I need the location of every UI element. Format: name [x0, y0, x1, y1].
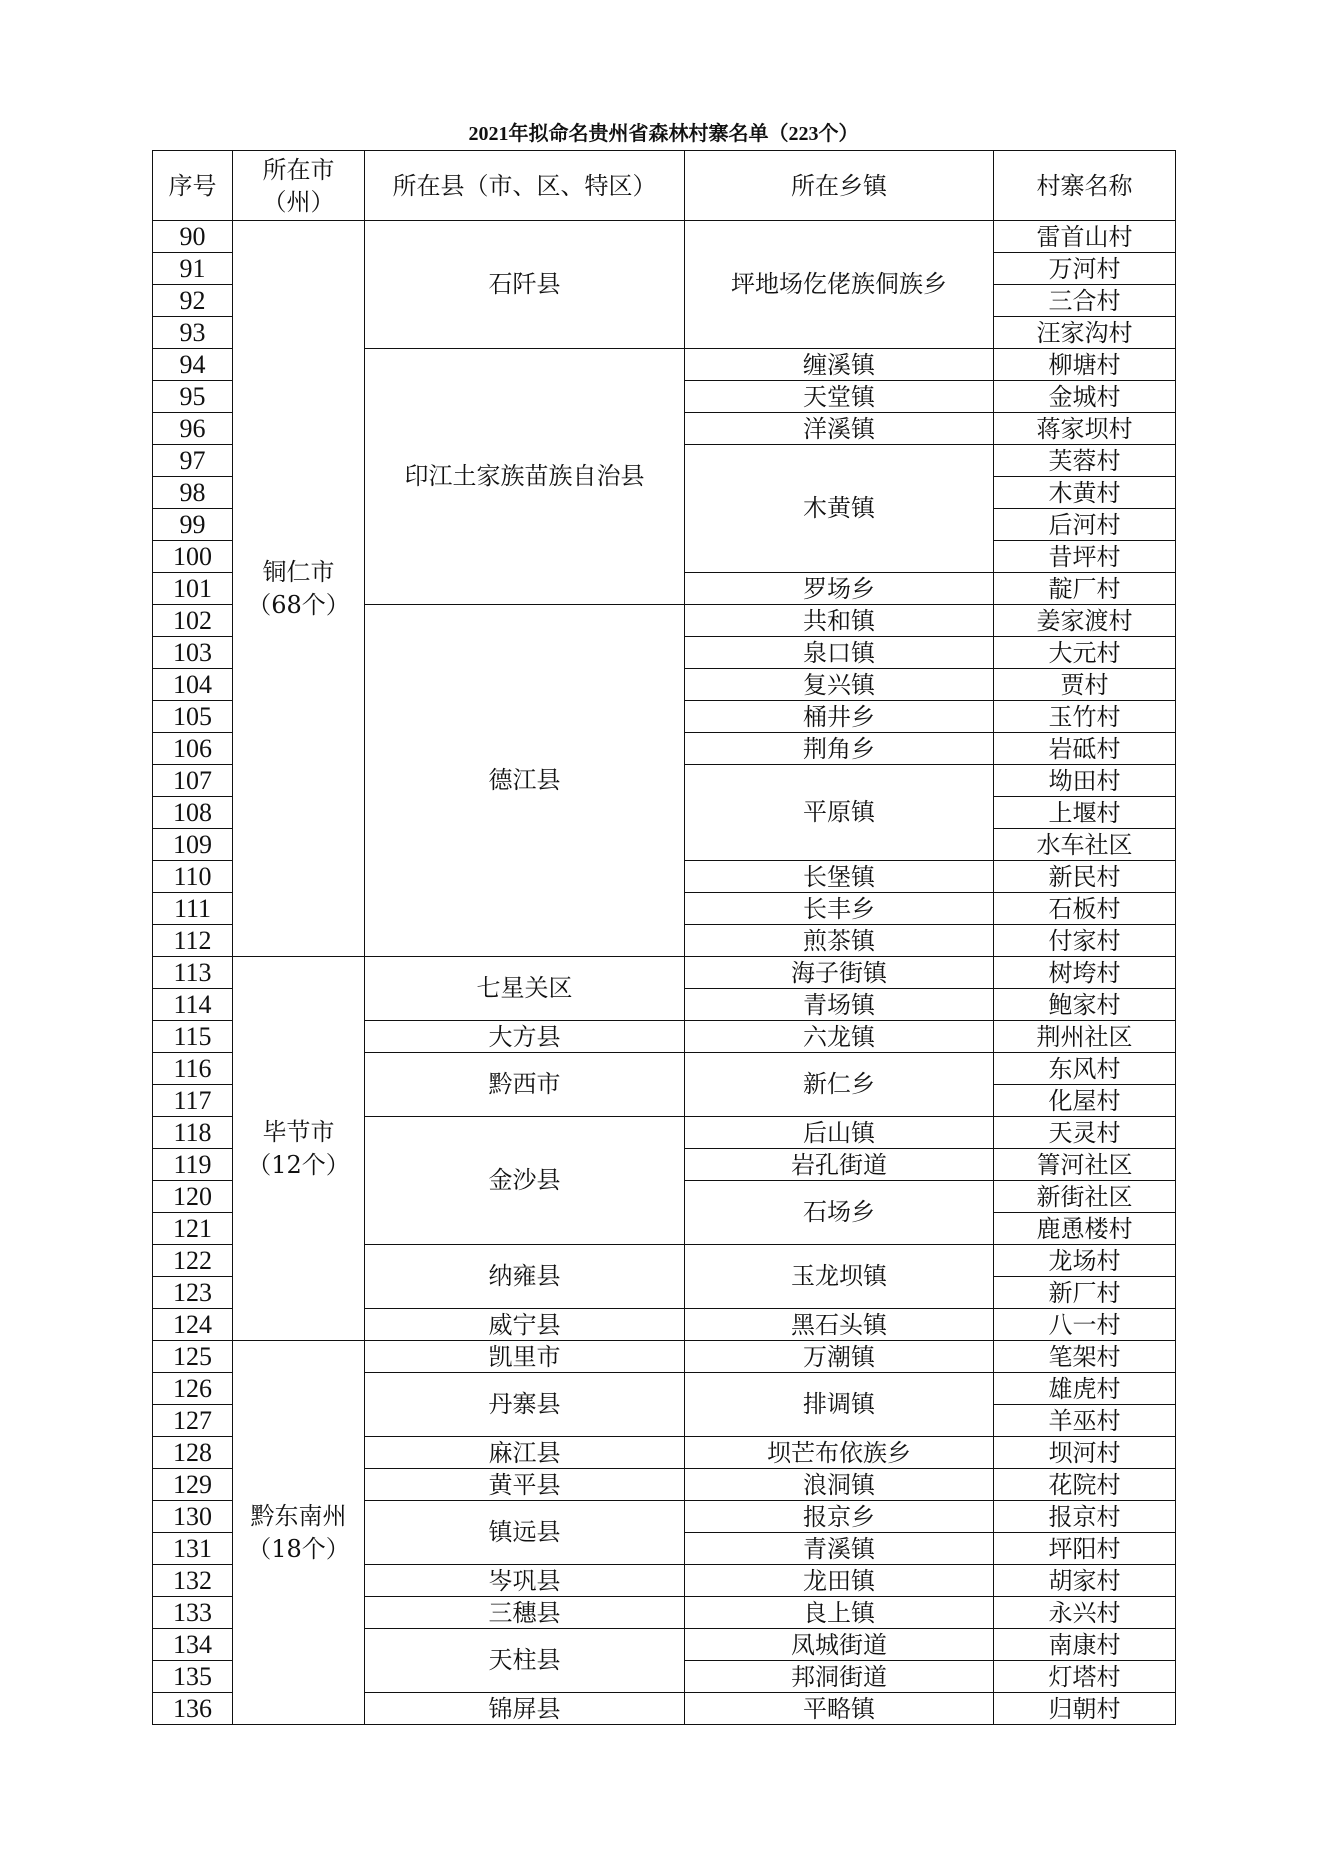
cell-seq: 114 — [153, 989, 233, 1021]
cell-village: 化屋村 — [994, 1085, 1176, 1117]
cell-town: 玉龙坝镇 — [685, 1245, 994, 1309]
cell-village: 木黄村 — [994, 477, 1176, 509]
cell-town: 煎茶镇 — [685, 925, 994, 957]
cell-village: 归朝村 — [994, 1693, 1176, 1725]
cell-village: 坪阳村 — [994, 1533, 1176, 1565]
cell-town: 平略镇 — [685, 1693, 994, 1725]
cell-town: 天堂镇 — [685, 381, 994, 413]
document-title: 2021年拟命名贵州省森林村寨名单（223个） — [468, 123, 859, 145]
cell-county: 麻江县 — [365, 1437, 685, 1469]
cell-seq: 112 — [153, 925, 233, 957]
cell-seq: 101 — [153, 573, 233, 605]
cell-seq: 131 — [153, 1533, 233, 1565]
cell-county: 凯里市 — [365, 1341, 685, 1373]
cell-town: 龙田镇 — [685, 1565, 994, 1597]
cell-town: 排调镇 — [685, 1373, 994, 1437]
cell-town: 长丰乡 — [685, 893, 994, 925]
cell-village: 三合村 — [994, 285, 1176, 317]
table-row — [153, 221, 1176, 253]
cell-county: 德江县 — [365, 605, 685, 957]
cell-town: 凤城街道 — [685, 1629, 994, 1661]
cell-village: 南康村 — [994, 1629, 1176, 1661]
cell-town: 新仁乡 — [685, 1053, 994, 1117]
cell-seq: 97 — [153, 445, 233, 477]
cell-village: 灯塔村 — [994, 1661, 1176, 1693]
cell-village: 付家村 — [994, 925, 1176, 957]
cell-village: 坝河村 — [994, 1437, 1176, 1469]
cell-town: 平原镇 — [685, 765, 994, 861]
cell-seq: 102 — [153, 605, 233, 637]
cell-seq: 100 — [153, 541, 233, 573]
cell-seq: 103 — [153, 637, 233, 669]
cell-village: 报京村 — [994, 1501, 1176, 1533]
forest-village-table — [152, 150, 1176, 1725]
cell-village: 箐河社区 — [994, 1149, 1176, 1181]
cell-seq: 90 — [153, 221, 233, 253]
cell-town: 岩孔街道 — [685, 1149, 994, 1181]
cell-seq: 109 — [153, 829, 233, 861]
cell-village: 姜家渡村 — [994, 605, 1176, 637]
cell-seq: 124 — [153, 1309, 233, 1341]
cell-seq: 136 — [153, 1693, 233, 1725]
cell-seq: 123 — [153, 1277, 233, 1309]
cell-town: 共和镇 — [685, 605, 994, 637]
cell-seq: 115 — [153, 1021, 233, 1053]
cell-town: 荆角乡 — [685, 733, 994, 765]
header-seq: 序号 — [153, 151, 233, 221]
cell-seq: 118 — [153, 1117, 233, 1149]
cell-town: 洋溪镇 — [685, 413, 994, 445]
cell-town: 桶井乡 — [685, 701, 994, 733]
cell-town: 青溪镇 — [685, 1533, 994, 1565]
cell-village: 笔架村 — [994, 1341, 1176, 1373]
cell-village: 新街社区 — [994, 1181, 1176, 1213]
cell-seq: 116 — [153, 1053, 233, 1085]
cell-town: 罗场乡 — [685, 573, 994, 605]
cell-village: 天灵村 — [994, 1117, 1176, 1149]
cell-village: 东风村 — [994, 1053, 1176, 1085]
cell-village: 鲍家村 — [994, 989, 1176, 1021]
header-town: 所在乡镇 — [685, 151, 994, 221]
cell-village: 水车社区 — [994, 829, 1176, 861]
cell-seq: 95 — [153, 381, 233, 413]
cell-town: 海子街镇 — [685, 957, 994, 989]
cell-seq: 134 — [153, 1629, 233, 1661]
table-header-row — [153, 151, 1176, 221]
table-body — [153, 221, 1176, 1725]
cell-seq: 91 — [153, 253, 233, 285]
cell-village: 石板村 — [994, 893, 1176, 925]
cell-village: 雄虎村 — [994, 1373, 1176, 1405]
cell-county: 纳雍县 — [365, 1245, 685, 1309]
cell-county: 镇远县 — [365, 1501, 685, 1565]
cell-village: 新民村 — [994, 861, 1176, 893]
cell-town: 后山镇 — [685, 1117, 994, 1149]
cell-city: 毕节市（12个） — [233, 957, 365, 1341]
cell-village: 后河村 — [994, 509, 1176, 541]
cell-seq: 122 — [153, 1245, 233, 1277]
cell-county: 天柱县 — [365, 1629, 685, 1693]
cell-village: 雷首山村 — [994, 221, 1176, 253]
cell-city: 黔东南州（18个） — [233, 1341, 365, 1725]
cell-county: 三穗县 — [365, 1597, 685, 1629]
cell-town: 坪地场仡佬族侗族乡 — [685, 221, 994, 349]
cell-county: 印江土家族苗族自治县 — [365, 349, 685, 605]
cell-town: 六龙镇 — [685, 1021, 994, 1053]
cell-seq: 127 — [153, 1405, 233, 1437]
cell-seq: 105 — [153, 701, 233, 733]
cell-village: 永兴村 — [994, 1597, 1176, 1629]
cell-town: 青场镇 — [685, 989, 994, 1021]
cell-seq: 106 — [153, 733, 233, 765]
cell-village: 上堰村 — [994, 797, 1176, 829]
cell-town: 浪洞镇 — [685, 1469, 994, 1501]
cell-village: 柳塘村 — [994, 349, 1176, 381]
cell-village: 羊巫村 — [994, 1405, 1176, 1437]
cell-seq: 96 — [153, 413, 233, 445]
cell-seq: 130 — [153, 1501, 233, 1533]
cell-village: 靛厂村 — [994, 573, 1176, 605]
cell-village: 鹿恿楼村 — [994, 1213, 1176, 1245]
table-row — [153, 1341, 1176, 1373]
cell-town: 黑石头镇 — [685, 1309, 994, 1341]
cell-seq: 133 — [153, 1597, 233, 1629]
cell-village: 花院村 — [994, 1469, 1176, 1501]
cell-village: 汪家沟村 — [994, 317, 1176, 349]
cell-town: 木黄镇 — [685, 445, 994, 573]
header-village: 村寨名称 — [994, 151, 1176, 221]
cell-seq: 93 — [153, 317, 233, 349]
cell-village: 金城村 — [994, 381, 1176, 413]
cell-seq: 121 — [153, 1213, 233, 1245]
cell-county: 黔西市 — [365, 1053, 685, 1117]
header-county: 所在县（市、区、特区） — [365, 151, 685, 221]
cell-seq: 111 — [153, 893, 233, 925]
cell-county: 岑巩县 — [365, 1565, 685, 1597]
cell-seq: 125 — [153, 1341, 233, 1373]
cell-seq: 129 — [153, 1469, 233, 1501]
cell-county: 威宁县 — [365, 1309, 685, 1341]
cell-village: 岩砥村 — [994, 733, 1176, 765]
cell-village: 坳田村 — [994, 765, 1176, 797]
cell-village: 龙场村 — [994, 1245, 1176, 1277]
cell-town: 良上镇 — [685, 1597, 994, 1629]
cell-village: 八一村 — [994, 1309, 1176, 1341]
cell-seq: 108 — [153, 797, 233, 829]
cell-town: 石场乡 — [685, 1181, 994, 1245]
cell-seq: 128 — [153, 1437, 233, 1469]
cell-seq: 94 — [153, 349, 233, 381]
cell-village: 芙蓉村 — [994, 445, 1176, 477]
cell-village: 新厂村 — [994, 1277, 1176, 1309]
cell-seq: 92 — [153, 285, 233, 317]
cell-seq: 126 — [153, 1373, 233, 1405]
cell-seq: 110 — [153, 861, 233, 893]
cell-town: 报京乡 — [685, 1501, 994, 1533]
cell-county: 金沙县 — [365, 1117, 685, 1245]
cell-seq: 107 — [153, 765, 233, 797]
cell-town: 缠溪镇 — [685, 349, 994, 381]
cell-village: 昔坪村 — [994, 541, 1176, 573]
cell-county: 锦屏县 — [365, 1693, 685, 1725]
cell-town: 坝芒布依族乡 — [685, 1437, 994, 1469]
header-city: 所在市（州） — [233, 151, 365, 221]
cell-town: 万潮镇 — [685, 1341, 994, 1373]
cell-village: 贾村 — [994, 669, 1176, 701]
cell-village: 蒋家坝村 — [994, 413, 1176, 445]
cell-seq: 113 — [153, 957, 233, 989]
cell-county: 黄平县 — [365, 1469, 685, 1501]
cell-county: 石阡县 — [365, 221, 685, 349]
cell-village: 大元村 — [994, 637, 1176, 669]
cell-town: 长堡镇 — [685, 861, 994, 893]
cell-county: 丹寨县 — [365, 1373, 685, 1437]
table-row — [153, 957, 1176, 989]
cell-county: 大方县 — [365, 1021, 685, 1053]
cell-village: 树垮村 — [994, 957, 1176, 989]
cell-village: 万河村 — [994, 253, 1176, 285]
cell-seq: 132 — [153, 1565, 233, 1597]
cell-village: 荆州社区 — [994, 1021, 1176, 1053]
cell-seq: 99 — [153, 509, 233, 541]
cell-seq: 117 — [153, 1085, 233, 1117]
cell-seq: 104 — [153, 669, 233, 701]
cell-seq: 120 — [153, 1181, 233, 1213]
cell-seq: 98 — [153, 477, 233, 509]
cell-town: 邦洞街道 — [685, 1661, 994, 1693]
cell-village: 玉竹村 — [994, 701, 1176, 733]
cell-city: 铜仁市（68个） — [233, 221, 365, 957]
cell-town: 泉口镇 — [685, 637, 994, 669]
cell-seq: 135 — [153, 1661, 233, 1693]
cell-town: 复兴镇 — [685, 669, 994, 701]
cell-village: 胡家村 — [994, 1565, 1176, 1597]
cell-county: 七星关区 — [365, 957, 685, 1021]
cell-seq: 119 — [153, 1149, 233, 1181]
